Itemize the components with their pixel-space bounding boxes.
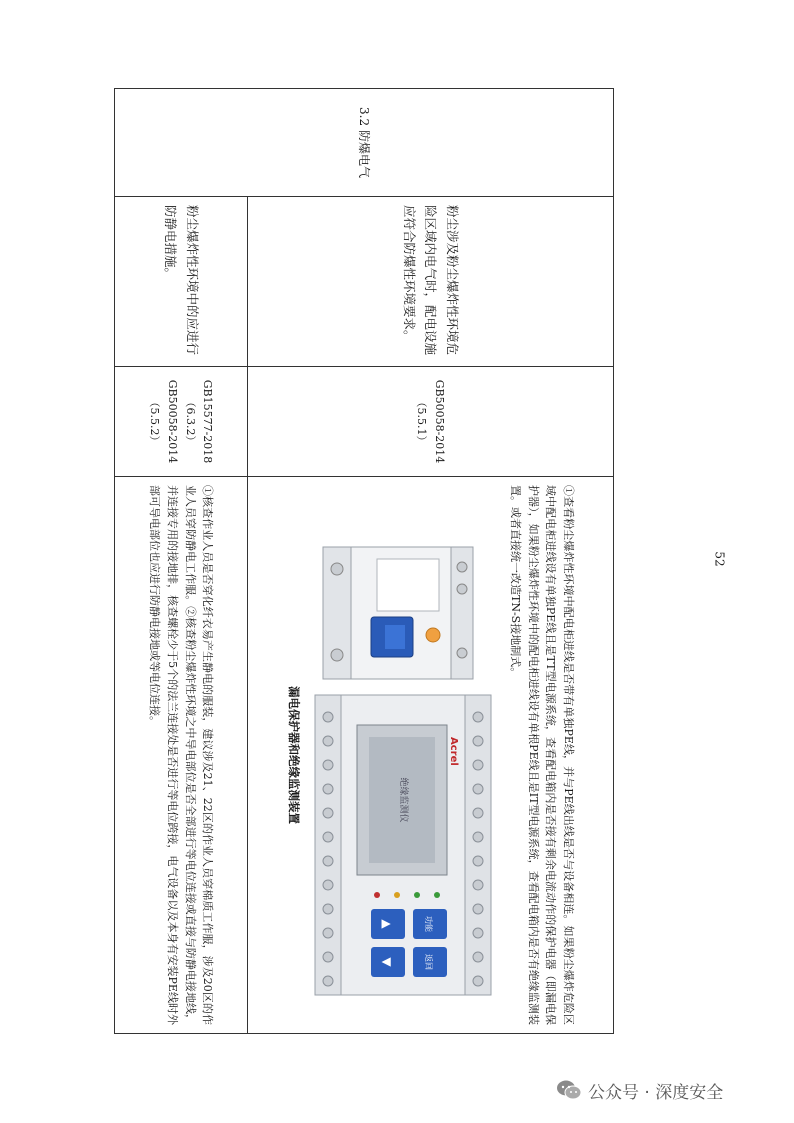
leakage-protector-image [323,547,473,679]
requirement-text: 粉尘爆炸性环境中的应进行防静电措施。 [163,205,200,356]
button-down-label: ▼ [379,957,394,967]
device-brand: Acrel [447,737,459,766]
figure-caption: 漏电保护器和绝缘监测装置 [286,686,301,824]
device-figure [305,485,501,1045]
insulation-monitor-image [315,695,491,995]
wechat-icon [556,1079,582,1101]
inspection-table [114,88,614,1034]
requirement-cell [248,197,614,367]
button-function-label: 功能 [423,916,433,932]
method-cell [248,477,614,1034]
basis-cell [248,367,614,477]
watermark [556,1076,723,1104]
basis-text: GB50058-2014（5.5.1） [415,379,447,464]
method-text: ①核查作业人员是否穿化纤衣易产生静电的服装，建议涉及21、22区的作业人员穿棉质工作服，涉及20区的作业人员穿防静电工作服。②核查粉尘爆炸性环境之中导电部位是否全部进行等电位连接或直接与防静电接地线，并连接专用的接地排，核查螺栓少于5个的法兰连接处是否进行等电位跨接，电气设备以及本身有安装PE线时外部可导电部位也应进行防静电接地或等电位连接。 [148,485,215,1025]
device-label: 绝缘监测仪 [397,777,408,823]
basis-text: GB15577-2018（6.3.2）GB50058-2014（5.5.2） [148,379,215,464]
page-number: 52 [712,551,727,567]
button-up-label: ▲ [379,919,394,929]
rotated-page [120,88,614,1034]
table-row [248,89,614,1034]
item-cell [115,89,614,197]
device-illustration [305,485,501,1045]
basis-cell [115,367,248,477]
method-cell [115,477,248,1034]
watermark-text: 公众号 · 深度安全 [588,1082,724,1103]
item-name: 3.2 防爆电气 [357,107,372,178]
requirement-text: 粉尘涉及粉尘爆炸性环境危险区域内电气时，配电设施应符合防爆性环境要求。 [401,205,461,356]
button-return-label: 返回 [423,954,433,970]
requirement-cell [115,197,248,367]
table-row [115,89,248,1034]
method-text: ①查看粉尘爆炸性环境中配电柜进线是否带有单独PE线，并与PE线出线是否与设备相连。如果粉尘爆炸危险区域中配电柜进线设有单独PE线且是TT型电源系统，查看配电箱内是否接有剩余电流动作的保护电器（即漏电保护器），如果粉尘爆炸性环境中的配电柜进线设有单根PE线且是IT型电源系统，查看配电箱内是否有绝缘监测装置。或者直接统一改造TN-S接地制式。 [509,485,575,1025]
